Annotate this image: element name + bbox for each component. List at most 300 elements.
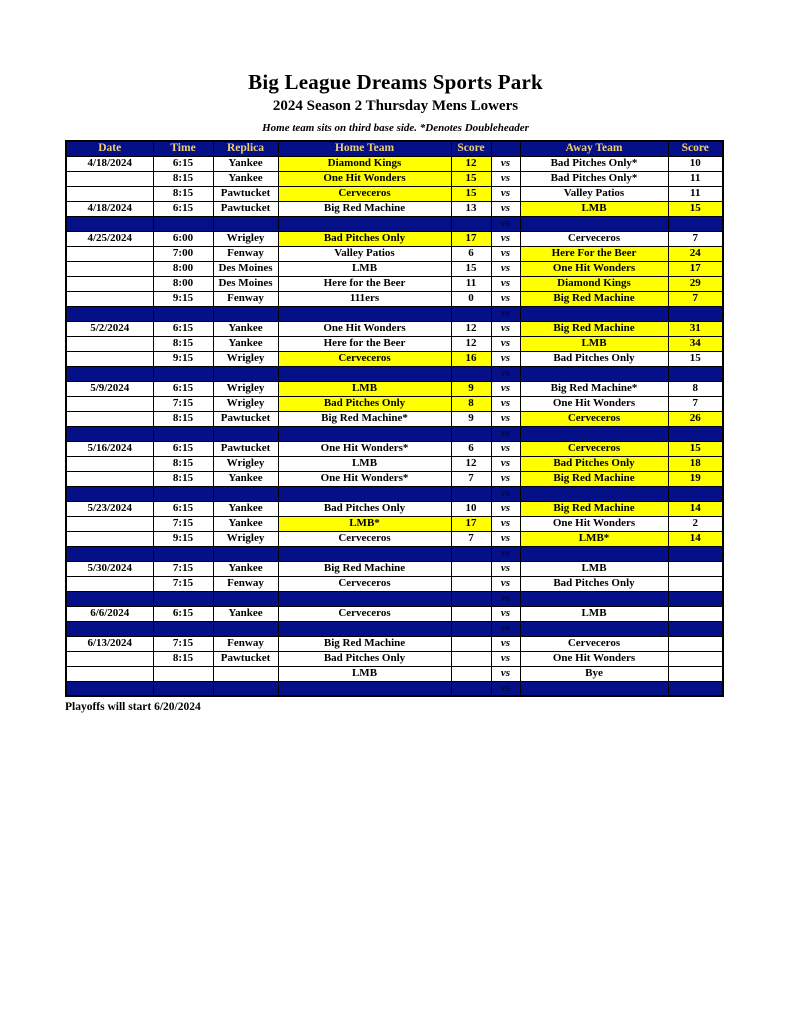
home-score-cell: 6 bbox=[451, 441, 491, 456]
home-team-cell: 111ers bbox=[278, 291, 451, 306]
vs-cell: vs bbox=[491, 231, 520, 246]
away-team-cell: Big Red Machine bbox=[520, 321, 668, 336]
schedule-body bbox=[66, 156, 723, 696]
away-team-cell: Big Red Machine bbox=[520, 291, 668, 306]
separator-home-score-cell bbox=[451, 306, 491, 321]
home-team-cell: One Hit Wonders bbox=[278, 171, 451, 186]
separator-replica-cell bbox=[213, 426, 278, 441]
home-score-cell: 8 bbox=[451, 396, 491, 411]
game-row bbox=[66, 651, 723, 666]
away-score-cell bbox=[668, 576, 723, 591]
date-cell: 5/16/2024 bbox=[66, 441, 153, 456]
date-cell: 5/2/2024 bbox=[66, 321, 153, 336]
home-score-cell: 12 bbox=[451, 456, 491, 471]
separator-row bbox=[66, 306, 723, 321]
game-row bbox=[66, 456, 723, 471]
date-cell bbox=[66, 186, 153, 201]
away-team-cell: Bad Pitches Only bbox=[520, 576, 668, 591]
date-cell: 4/18/2024 bbox=[66, 156, 153, 171]
separator-away-team-cell bbox=[520, 621, 668, 636]
separator-away-team-cell bbox=[520, 306, 668, 321]
time-cell: 8:00 bbox=[153, 261, 213, 276]
date-cell: 5/23/2024 bbox=[66, 501, 153, 516]
away-score-cell: 14 bbox=[668, 531, 723, 546]
separator-home-score-cell bbox=[451, 546, 491, 561]
replica-cell: Pawtucket bbox=[213, 411, 278, 426]
home-team-cell: Big Red Machine bbox=[278, 561, 451, 576]
away-score-cell bbox=[668, 636, 723, 651]
separator-date-cell bbox=[66, 591, 153, 606]
separator-home-team-cell bbox=[278, 681, 451, 696]
away-score-cell bbox=[668, 651, 723, 666]
home-score-cell: 17 bbox=[451, 231, 491, 246]
separator-date-cell bbox=[66, 621, 153, 636]
separator-vs-cell: vs bbox=[491, 306, 520, 321]
separator-home-team-cell bbox=[278, 366, 451, 381]
away-team-cell: LMB bbox=[520, 606, 668, 621]
separator-away-team-cell bbox=[520, 366, 668, 381]
home-team-cell: Here for the Beer bbox=[278, 336, 451, 351]
home-score-cell: 15 bbox=[451, 171, 491, 186]
home-team-cell: Big Red Machine* bbox=[278, 411, 451, 426]
vs-cell: vs bbox=[491, 171, 520, 186]
home-team-note: Home team sits on third base side. *Denotes Doubleheader bbox=[262, 122, 529, 134]
home-score-cell: 12 bbox=[451, 321, 491, 336]
separator-away-score-cell bbox=[668, 591, 723, 606]
replica-cell: Yankee bbox=[213, 516, 278, 531]
time-cell: 7:15 bbox=[153, 516, 213, 531]
replica-cell: Yankee bbox=[213, 606, 278, 621]
away-team-cell: Bye bbox=[520, 666, 668, 681]
replica-cell: Wrigley bbox=[213, 381, 278, 396]
home-score-cell bbox=[451, 666, 491, 681]
header-away-score: Score bbox=[668, 141, 723, 156]
vs-cell: vs bbox=[491, 606, 520, 621]
home-score-cell: 13 bbox=[451, 201, 491, 216]
game-row bbox=[66, 381, 723, 396]
vs-cell: vs bbox=[491, 336, 520, 351]
game-row bbox=[66, 561, 723, 576]
separator-date-cell bbox=[66, 366, 153, 381]
game-row bbox=[66, 186, 723, 201]
separator-vs-cell: vs bbox=[491, 546, 520, 561]
home-score-cell: 7 bbox=[451, 531, 491, 546]
header-home-team: Home Team bbox=[278, 141, 451, 156]
separator-time-cell bbox=[153, 681, 213, 696]
time-cell: 9:15 bbox=[153, 291, 213, 306]
vs-cell: vs bbox=[491, 561, 520, 576]
away-team-cell: Cerveceros bbox=[520, 636, 668, 651]
replica-cell: Yankee bbox=[213, 561, 278, 576]
separator-vs-cell: vs bbox=[491, 681, 520, 696]
vs-cell: vs bbox=[491, 201, 520, 216]
replica-cell: Fenway bbox=[213, 291, 278, 306]
home-team-cell: Big Red Machine bbox=[278, 636, 451, 651]
away-score-cell: 7 bbox=[668, 231, 723, 246]
header-time: Time bbox=[153, 141, 213, 156]
time-cell bbox=[153, 666, 213, 681]
date-cell: 5/30/2024 bbox=[66, 561, 153, 576]
home-team-cell: LMB* bbox=[278, 516, 451, 531]
separator-home-team-cell bbox=[278, 426, 451, 441]
vs-cell: vs bbox=[491, 291, 520, 306]
replica-cell: Wrigley bbox=[213, 351, 278, 366]
separator-away-score-cell bbox=[668, 486, 723, 501]
vs-cell: vs bbox=[491, 261, 520, 276]
game-row bbox=[66, 516, 723, 531]
away-team-cell: Cerveceros bbox=[520, 231, 668, 246]
separator-home-team-cell bbox=[278, 306, 451, 321]
vs-cell: vs bbox=[491, 156, 520, 171]
header-vs-spacer bbox=[491, 141, 520, 156]
home-score-cell bbox=[451, 576, 491, 591]
date-cell bbox=[66, 651, 153, 666]
header-away-team: Away Team bbox=[520, 141, 668, 156]
separator-vs-cell: vs bbox=[491, 486, 520, 501]
away-score-cell: 19 bbox=[668, 471, 723, 486]
separator-time-cell bbox=[153, 306, 213, 321]
separator-home-score-cell bbox=[451, 366, 491, 381]
game-row bbox=[66, 231, 723, 246]
away-team-cell: One Hit Wonders bbox=[520, 651, 668, 666]
date-cell: 6/13/2024 bbox=[66, 636, 153, 651]
separator-date-cell bbox=[66, 681, 153, 696]
date-cell bbox=[66, 576, 153, 591]
date-cell bbox=[66, 456, 153, 471]
time-cell: 8:00 bbox=[153, 276, 213, 291]
separator-away-team-cell bbox=[520, 216, 668, 231]
separator-time-cell bbox=[153, 546, 213, 561]
separator-away-score-cell bbox=[668, 216, 723, 231]
separator-home-team-cell bbox=[278, 486, 451, 501]
away-team-cell: Bad Pitches Only bbox=[520, 456, 668, 471]
separator-home-score-cell bbox=[451, 216, 491, 231]
game-row bbox=[66, 276, 723, 291]
vs-cell: vs bbox=[491, 516, 520, 531]
date-cell bbox=[66, 246, 153, 261]
date-cell bbox=[66, 276, 153, 291]
separator-time-cell bbox=[153, 621, 213, 636]
time-cell: 7:15 bbox=[153, 636, 213, 651]
page-head bbox=[0, 0, 791, 134]
away-score-cell: 14 bbox=[668, 501, 723, 516]
separator-row bbox=[66, 366, 723, 381]
away-score-cell: 7 bbox=[668, 291, 723, 306]
separator-row bbox=[66, 621, 723, 636]
home-team-cell: Bad Pitches Only bbox=[278, 396, 451, 411]
vs-cell: vs bbox=[491, 186, 520, 201]
separator-replica-cell bbox=[213, 486, 278, 501]
home-team-cell: Cerveceros bbox=[278, 531, 451, 546]
game-row bbox=[66, 471, 723, 486]
home-score-cell bbox=[451, 606, 491, 621]
vs-cell: vs bbox=[491, 351, 520, 366]
game-row bbox=[66, 171, 723, 186]
home-team-cell: One Hit Wonders bbox=[278, 321, 451, 336]
replica-cell: Pawtucket bbox=[213, 201, 278, 216]
separator-replica-cell bbox=[213, 621, 278, 636]
home-score-cell: 12 bbox=[451, 336, 491, 351]
date-cell bbox=[66, 351, 153, 366]
separator-row bbox=[66, 546, 723, 561]
away-team-cell: One Hit Wonders bbox=[520, 261, 668, 276]
away-score-cell: 26 bbox=[668, 411, 723, 426]
away-score-cell: 11 bbox=[668, 171, 723, 186]
separator-home-score-cell bbox=[451, 486, 491, 501]
separator-replica-cell bbox=[213, 366, 278, 381]
time-cell: 8:15 bbox=[153, 651, 213, 666]
separator-row bbox=[66, 216, 723, 231]
away-team-cell: Valley Patios bbox=[520, 186, 668, 201]
home-score-cell: 15 bbox=[451, 186, 491, 201]
home-team-cell: Cerveceros bbox=[278, 186, 451, 201]
vs-cell: vs bbox=[491, 666, 520, 681]
away-score-cell: 7 bbox=[668, 396, 723, 411]
away-team-cell: Here For the Beer bbox=[520, 246, 668, 261]
home-score-cell: 17 bbox=[451, 516, 491, 531]
time-cell: 6:15 bbox=[153, 321, 213, 336]
separator-time-cell bbox=[153, 486, 213, 501]
separator-replica-cell bbox=[213, 591, 278, 606]
separator-home-score-cell bbox=[451, 621, 491, 636]
separator-time-cell bbox=[153, 591, 213, 606]
separator-away-team-cell bbox=[520, 546, 668, 561]
separator-away-score-cell bbox=[668, 426, 723, 441]
game-row bbox=[66, 636, 723, 651]
away-score-cell: 8 bbox=[668, 381, 723, 396]
time-cell: 8:15 bbox=[153, 411, 213, 426]
away-score-cell: 31 bbox=[668, 321, 723, 336]
home-score-cell: 12 bbox=[451, 156, 491, 171]
separator-away-team-cell bbox=[520, 681, 668, 696]
away-team-cell: Big Red Machine bbox=[520, 471, 668, 486]
separator-vs-cell: vs bbox=[491, 216, 520, 231]
separator-time-cell bbox=[153, 426, 213, 441]
replica-cell: Fenway bbox=[213, 636, 278, 651]
separator-home-score-cell bbox=[451, 591, 491, 606]
replica-cell: Pawtucket bbox=[213, 441, 278, 456]
separator-date-cell bbox=[66, 426, 153, 441]
away-score-cell: 18 bbox=[668, 456, 723, 471]
date-cell bbox=[66, 411, 153, 426]
date-cell bbox=[66, 531, 153, 546]
separator-away-score-cell bbox=[668, 546, 723, 561]
date-cell: 6/6/2024 bbox=[66, 606, 153, 621]
away-score-cell bbox=[668, 561, 723, 576]
game-row bbox=[66, 351, 723, 366]
away-team-cell: LMB bbox=[520, 336, 668, 351]
game-row bbox=[66, 246, 723, 261]
away-score-cell: 24 bbox=[668, 246, 723, 261]
home-score-cell: 9 bbox=[451, 411, 491, 426]
separator-replica-cell bbox=[213, 546, 278, 561]
vs-cell: vs bbox=[491, 651, 520, 666]
away-score-cell bbox=[668, 606, 723, 621]
separator-home-team-cell bbox=[278, 621, 451, 636]
separator-replica-cell bbox=[213, 306, 278, 321]
separator-replica-cell bbox=[213, 216, 278, 231]
home-team-cell: Cerveceros bbox=[278, 606, 451, 621]
home-score-cell bbox=[451, 561, 491, 576]
away-team-cell: Big Red Machine bbox=[520, 501, 668, 516]
replica-cell: Fenway bbox=[213, 576, 278, 591]
separator-replica-cell bbox=[213, 681, 278, 696]
vs-cell: vs bbox=[491, 456, 520, 471]
date-cell: 4/25/2024 bbox=[66, 231, 153, 246]
away-score-cell: 17 bbox=[668, 261, 723, 276]
home-score-cell bbox=[451, 651, 491, 666]
separator-row bbox=[66, 591, 723, 606]
replica-cell: Yankee bbox=[213, 171, 278, 186]
vs-cell: vs bbox=[491, 321, 520, 336]
replica-cell: Wrigley bbox=[213, 396, 278, 411]
game-row bbox=[66, 201, 723, 216]
vs-cell: vs bbox=[491, 471, 520, 486]
separator-away-team-cell bbox=[520, 486, 668, 501]
separator-away-score-cell bbox=[668, 621, 723, 636]
away-score-cell: 2 bbox=[668, 516, 723, 531]
separator-time-cell bbox=[153, 366, 213, 381]
time-cell: 8:15 bbox=[153, 471, 213, 486]
home-team-cell: Bad Pitches Only bbox=[278, 231, 451, 246]
away-team-cell: Big Red Machine* bbox=[520, 381, 668, 396]
replica-cell: Yankee bbox=[213, 471, 278, 486]
away-score-cell: 15 bbox=[668, 201, 723, 216]
home-team-cell: One Hit Wonders* bbox=[278, 441, 451, 456]
away-team-cell: Bad Pitches Only bbox=[520, 351, 668, 366]
replica-cell: Yankee bbox=[213, 501, 278, 516]
separator-home-team-cell bbox=[278, 591, 451, 606]
date-cell bbox=[66, 261, 153, 276]
header-home-score: Score bbox=[451, 141, 491, 156]
away-score-cell: 29 bbox=[668, 276, 723, 291]
header-row bbox=[66, 141, 723, 156]
separator-away-team-cell bbox=[520, 591, 668, 606]
date-cell bbox=[66, 666, 153, 681]
separator-vs-cell: vs bbox=[491, 591, 520, 606]
time-cell: 7:15 bbox=[153, 396, 213, 411]
separator-home-score-cell bbox=[451, 426, 491, 441]
time-cell: 8:15 bbox=[153, 186, 213, 201]
home-team-cell: Cerveceros bbox=[278, 351, 451, 366]
separator-home-team-cell bbox=[278, 216, 451, 231]
time-cell: 6:15 bbox=[153, 606, 213, 621]
game-row bbox=[66, 291, 723, 306]
home-team-cell: Big Red Machine bbox=[278, 201, 451, 216]
separator-date-cell bbox=[66, 546, 153, 561]
game-row bbox=[66, 261, 723, 276]
vs-cell: vs bbox=[491, 531, 520, 546]
replica-cell: Des Moines bbox=[213, 276, 278, 291]
separator-date-cell bbox=[66, 216, 153, 231]
away-team-cell: One Hit Wonders bbox=[520, 516, 668, 531]
away-team-cell: Diamond Kings bbox=[520, 276, 668, 291]
time-cell: 6:15 bbox=[153, 441, 213, 456]
time-cell: 7:15 bbox=[153, 561, 213, 576]
game-row bbox=[66, 531, 723, 546]
time-cell: 8:15 bbox=[153, 171, 213, 186]
home-team-cell: Bad Pitches Only bbox=[278, 651, 451, 666]
game-row bbox=[66, 441, 723, 456]
vs-cell: vs bbox=[491, 576, 520, 591]
home-score-cell: 0 bbox=[451, 291, 491, 306]
home-team-cell: Bad Pitches Only bbox=[278, 501, 451, 516]
home-score-cell: 9 bbox=[451, 381, 491, 396]
home-team-cell: LMB bbox=[278, 261, 451, 276]
away-team-cell: One Hit Wonders bbox=[520, 396, 668, 411]
date-cell bbox=[66, 471, 153, 486]
replica-cell bbox=[213, 666, 278, 681]
home-score-cell: 6 bbox=[451, 246, 491, 261]
separator-away-score-cell bbox=[668, 306, 723, 321]
home-score-cell: 10 bbox=[451, 501, 491, 516]
away-team-cell: Cerveceros bbox=[520, 411, 668, 426]
away-team-cell: LMB bbox=[520, 201, 668, 216]
separator-vs-cell: vs bbox=[491, 366, 520, 381]
home-team-cell: Cerveceros bbox=[278, 576, 451, 591]
replica-cell: Wrigley bbox=[213, 231, 278, 246]
game-row bbox=[66, 156, 723, 171]
time-cell: 9:15 bbox=[153, 351, 213, 366]
separator-away-team-cell bbox=[520, 426, 668, 441]
home-score-cell: 11 bbox=[451, 276, 491, 291]
time-cell: 7:00 bbox=[153, 246, 213, 261]
away-team-cell: LMB* bbox=[520, 531, 668, 546]
game-row bbox=[66, 396, 723, 411]
date-cell bbox=[66, 516, 153, 531]
schedule-table bbox=[65, 140, 724, 697]
away-score-cell: 15 bbox=[668, 351, 723, 366]
game-row bbox=[66, 576, 723, 591]
header-replica: Replica bbox=[213, 141, 278, 156]
game-row bbox=[66, 411, 723, 426]
game-row bbox=[66, 501, 723, 516]
replica-cell: Fenway bbox=[213, 246, 278, 261]
home-score-cell: 16 bbox=[451, 351, 491, 366]
separator-vs-cell: vs bbox=[491, 426, 520, 441]
replica-cell: Wrigley bbox=[213, 531, 278, 546]
away-score-cell: 15 bbox=[668, 441, 723, 456]
time-cell: 9:15 bbox=[153, 531, 213, 546]
separator-date-cell bbox=[66, 306, 153, 321]
game-row bbox=[66, 666, 723, 681]
separator-row bbox=[66, 486, 723, 501]
game-row bbox=[66, 321, 723, 336]
time-cell: 8:15 bbox=[153, 336, 213, 351]
away-score-cell bbox=[668, 666, 723, 681]
home-team-cell: LMB bbox=[278, 666, 451, 681]
away-score-cell: 10 bbox=[668, 156, 723, 171]
season-subtitle: 2024 Season 2 Thursday Mens Lowers bbox=[272, 98, 519, 114]
home-score-cell: 15 bbox=[451, 261, 491, 276]
replica-cell: Yankee bbox=[213, 336, 278, 351]
date-cell: 5/9/2024 bbox=[66, 381, 153, 396]
replica-cell: Pawtucket bbox=[213, 651, 278, 666]
replica-cell: Wrigley bbox=[213, 456, 278, 471]
vs-cell: vs bbox=[491, 636, 520, 651]
vs-cell: vs bbox=[491, 246, 520, 261]
separator-vs-cell: vs bbox=[491, 621, 520, 636]
replica-cell: Yankee bbox=[213, 321, 278, 336]
date-cell bbox=[66, 396, 153, 411]
separator-time-cell bbox=[153, 216, 213, 231]
vs-cell: vs bbox=[491, 411, 520, 426]
time-cell: 6:15 bbox=[153, 501, 213, 516]
time-cell: 8:15 bbox=[153, 456, 213, 471]
time-cell: 6:00 bbox=[153, 231, 213, 246]
away-score-cell: 11 bbox=[668, 186, 723, 201]
away-team-cell: Bad Pitches Only* bbox=[520, 156, 668, 171]
